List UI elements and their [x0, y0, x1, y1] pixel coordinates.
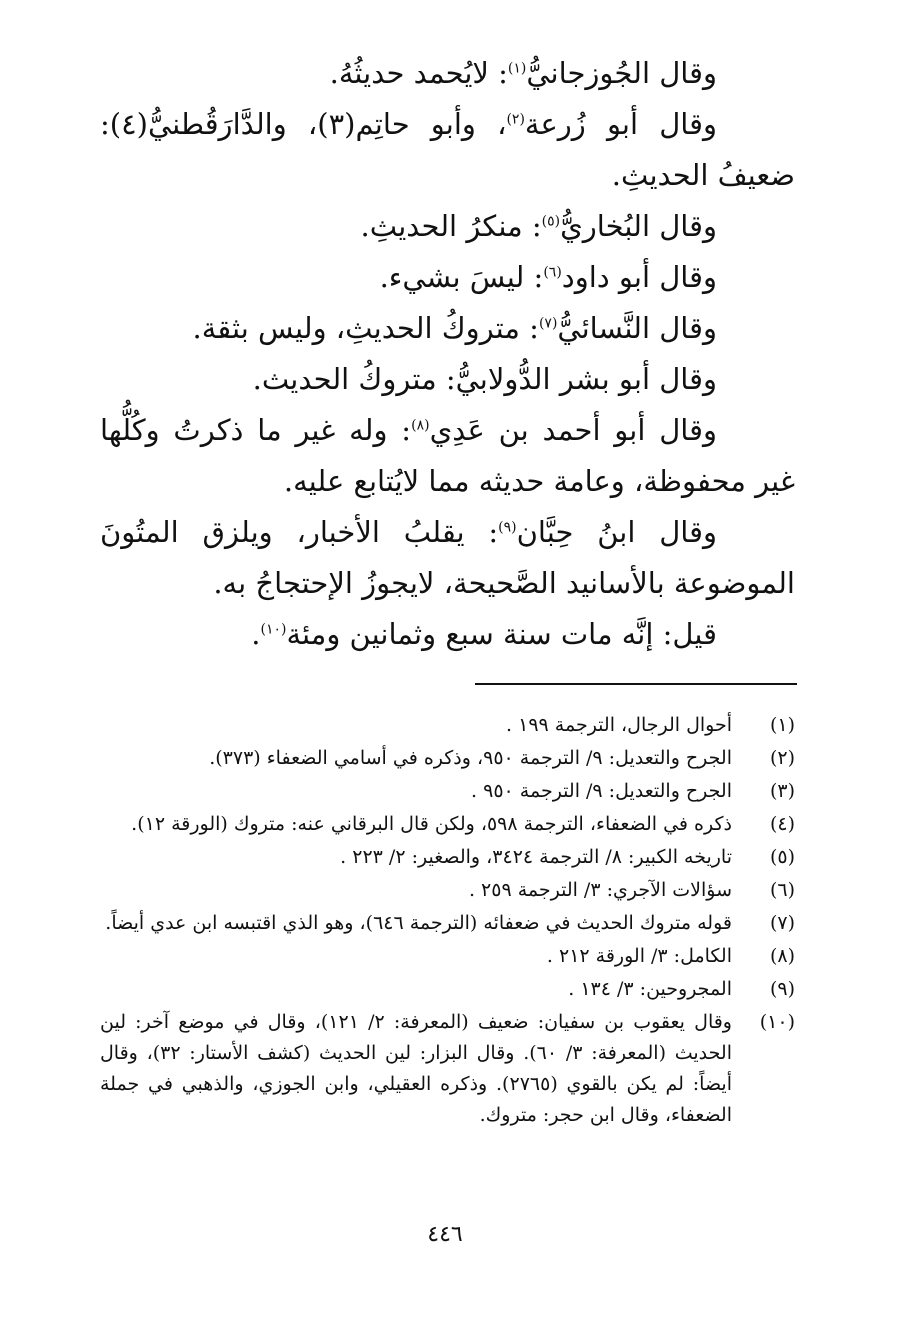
paragraph-nasai	[100, 303, 795, 354]
footnote-number: (٥)	[769, 846, 795, 868]
footnote-text: الجرح والتعديل: ٩/ الترجمة ٩٥٠ .	[471, 780, 732, 802]
para-text: : منكرُ الحديثِ.	[360, 209, 542, 243]
footnote-item	[100, 809, 795, 840]
footnote-item	[100, 941, 795, 972]
footnote-item	[100, 776, 795, 807]
footnote-ref: (١٠)	[260, 621, 287, 638]
footnote-text: وقال يعقوب بن سفيان: ضعيف (المعرفة: ٢/ ١٢١)، وقال في موضع آخر: لين الحديث (المعرفة: ٣/ ٦٠). وقال البزار: لين الحديث (كشف الأستار: ٣٢)، وقال أيضاً: لم يكن بالقوي (٢٧٦٥). وذكره العقيلي، وابن الجوزي، والذهبي في جملة الضعفاء، وقال ابن حجر: متروك.	[100, 1011, 732, 1126]
footnote-number: (٦)	[769, 879, 795, 901]
footnote-ref: (١)	[507, 60, 527, 77]
para-text: وقال أبو أحمد بن عَدِي	[429, 413, 717, 447]
footnote-item	[100, 908, 795, 939]
footnote-text: المجروحين: ٣/ ١٣٤ .	[568, 978, 732, 1000]
paragraph-ibn-hibban	[100, 507, 795, 609]
footnote-text: قوله متروك الحديث في ضعفائه (الترجمة ٦٤٦)، وهو الذي اقتبسه ابن عدي أيضاً.	[105, 912, 732, 934]
footnotes	[100, 710, 795, 1133]
para-text: وقال النَّسائيُّ	[557, 311, 717, 345]
footnote-ref: (٧)	[538, 315, 558, 332]
para-text: وقال الجُوزجانيُّ	[526, 56, 717, 90]
paragraph-ibn-adi	[100, 405, 795, 507]
para-text: وقال البُخاريُّ	[560, 209, 717, 243]
footnote-number: (٢)	[769, 747, 795, 769]
footnote-number: (٨)	[769, 945, 795, 967]
footnote-number: (٤)	[769, 813, 795, 835]
footnote-ref: (٢)	[506, 111, 525, 128]
footnote-text: تاريخه الكبير: ٨/ الترجمة ٣٤٢٤، والصغير: ٢/ ٢٢٣ .	[340, 846, 732, 868]
para-text: : متروكُ الحديثِ، وليس بثقة.	[192, 311, 539, 345]
footnote-number: (٩)	[769, 978, 795, 1000]
footnote-divider	[475, 683, 797, 685]
para-text: وقال ابنُ حِبَّان	[516, 515, 717, 549]
footnote-text: سؤالات الآجري: ٣/ الترجمة ٢٥٩ .	[468, 879, 732, 901]
paragraph-bukhari	[100, 201, 795, 252]
footnote-ref: (٩)	[498, 519, 517, 536]
footnote-text: ذكره في الضعفاء، الترجمة ٥٩٨، ولكن قال البرقاني عنه: متروك (الورقة ١٢).	[131, 813, 732, 835]
para-text: .	[251, 617, 261, 651]
footnote-text: الجرح والتعديل: ٩/ الترجمة ٩٥٠، وذكره في أسامي الضعفاء (٣٧٣).	[209, 747, 732, 769]
footnote-item	[100, 743, 795, 774]
footnote-ref: (٨)	[411, 417, 430, 434]
footnote-number: (١)	[769, 714, 795, 736]
para-text: : يقلبُ الأخبار، ويلزق المتُونَ الموضوعة بالأسانيد الصَّحيحة، لايجوزُ الإحتجاجُ به.	[100, 515, 795, 600]
para-text: : ليسَ بشيء.	[379, 260, 544, 294]
footnote-item	[100, 974, 795, 1005]
footnote-item	[100, 710, 795, 741]
paragraph-abu-dawud	[100, 252, 795, 303]
para-text: وقال أبو زُرعة	[524, 107, 717, 141]
main-text	[100, 48, 795, 660]
para-text: : وله غير ما ذكرتُ وكُلُّها غير محفوظة، وعامة حديثه مما لايُتابع عليه.	[100, 413, 795, 498]
paragraph-dulabi	[100, 354, 795, 405]
footnote-number: (٣)	[769, 780, 795, 802]
footnote-text: الكامل: ٣/ الورقة ٢١٢ .	[546, 945, 732, 967]
para-text: قيل: إنَّه مات سنة سبع وثمانين ومئة	[286, 617, 717, 651]
footnote-number: (١٠)	[759, 1011, 795, 1033]
footnote-item	[100, 875, 795, 906]
footnote-item	[100, 842, 795, 873]
para-text: وقال أبو بشر الدُّولابيُّ: متروكُ الحديث.	[252, 362, 717, 396]
footnote-item	[100, 1007, 795, 1131]
para-text: ، وأبو حاتِم(٣)، والدَّارَقُطنيُّ(٤): ضعيفُ الحديثِ.	[100, 107, 795, 192]
page-number: ٤٤٦	[427, 1222, 463, 1247]
paragraph-abu-zura	[100, 99, 795, 201]
footnote-ref: (٥)	[541, 213, 561, 230]
footnote-number: (٧)	[769, 912, 795, 934]
paragraph-death	[100, 609, 795, 660]
para-text: : لايُحمد حديثُهُ.	[329, 56, 508, 90]
paragraph-jawzajani	[100, 48, 795, 99]
footnote-text: أحوال الرجال، الترجمة ١٩٩ .	[506, 714, 732, 736]
para-text: وقال أبو داود	[561, 260, 717, 294]
footnote-ref: (٦)	[543, 264, 562, 281]
